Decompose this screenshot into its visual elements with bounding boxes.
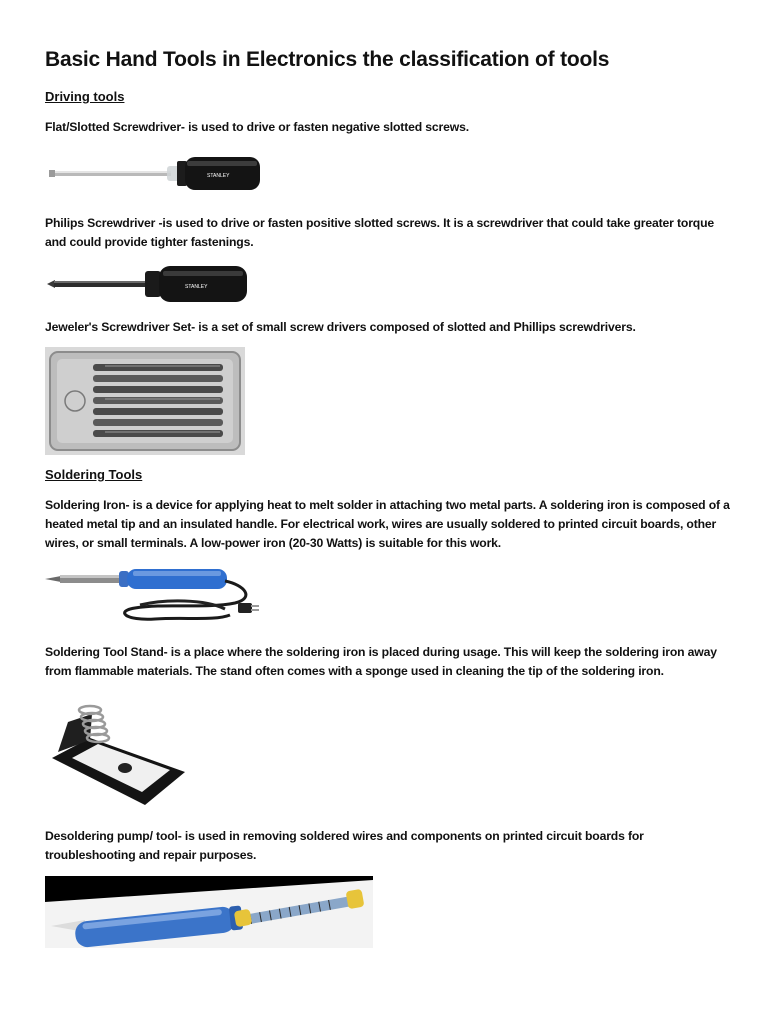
phillips-screwdriver-description: Philips Screwdriver -is used to drive or fasten positive slotted screws. It is a screwdriver that could take greater torque and could provide tighter fastenings. [45, 216, 715, 249]
desoldering-pump-image [45, 876, 373, 948]
soldering-stand-description: Soldering Tool Stand- is a place where the soldering iron is placed during usage. This will keep the soldering iron away from flammable materials. The stand often comes with a sponge used in cleaning the tip of the soldering iron. [45, 645, 717, 678]
section-heading-driving-tools: Driving tools [45, 89, 125, 104]
page-title: Basic Hand Tools in Electronics the classification of tools [45, 48, 610, 71]
section-heading-soldering-tools: Soldering Tools [45, 467, 143, 482]
flat-screwdriver-image [47, 153, 262, 195]
soldering-iron-description: Soldering Iron- is a device for applying heat to melt solder in attaching two metal parts. A soldering iron is composed of a heated metal tip and an insulated handle. For electrical work, wires are usually soldered to printed circuit boards, other wires, or small terminals. A low-power iron (20-30 Watts) is suitable for this work. [45, 498, 730, 550]
soldering-stand-image [50, 700, 190, 810]
flat-screwdriver-description: Flat/Slotted Screwdriver- is used to drive or fasten negative slotted screws. [45, 120, 469, 134]
phillips-screwdriver-image [45, 263, 250, 305]
jewelers-set-description: Jeweler's Screwdriver Set- is a set of small screw drivers composed of slotted and Phillips screwdrivers. [45, 320, 636, 334]
phillips-screwdriver-brand-label: STANLEY [185, 284, 208, 290]
soldering-iron-image [45, 563, 270, 625]
desoldering-pump-description: Desoldering pump/ tool- is used in removing soldered wires and components on printed circuit boards for troubleshooting and repair purposes. [45, 829, 644, 862]
flat-screwdriver-brand-label: STANLEY [207, 173, 230, 179]
jewelers-screwdriver-set-image [45, 347, 245, 455]
